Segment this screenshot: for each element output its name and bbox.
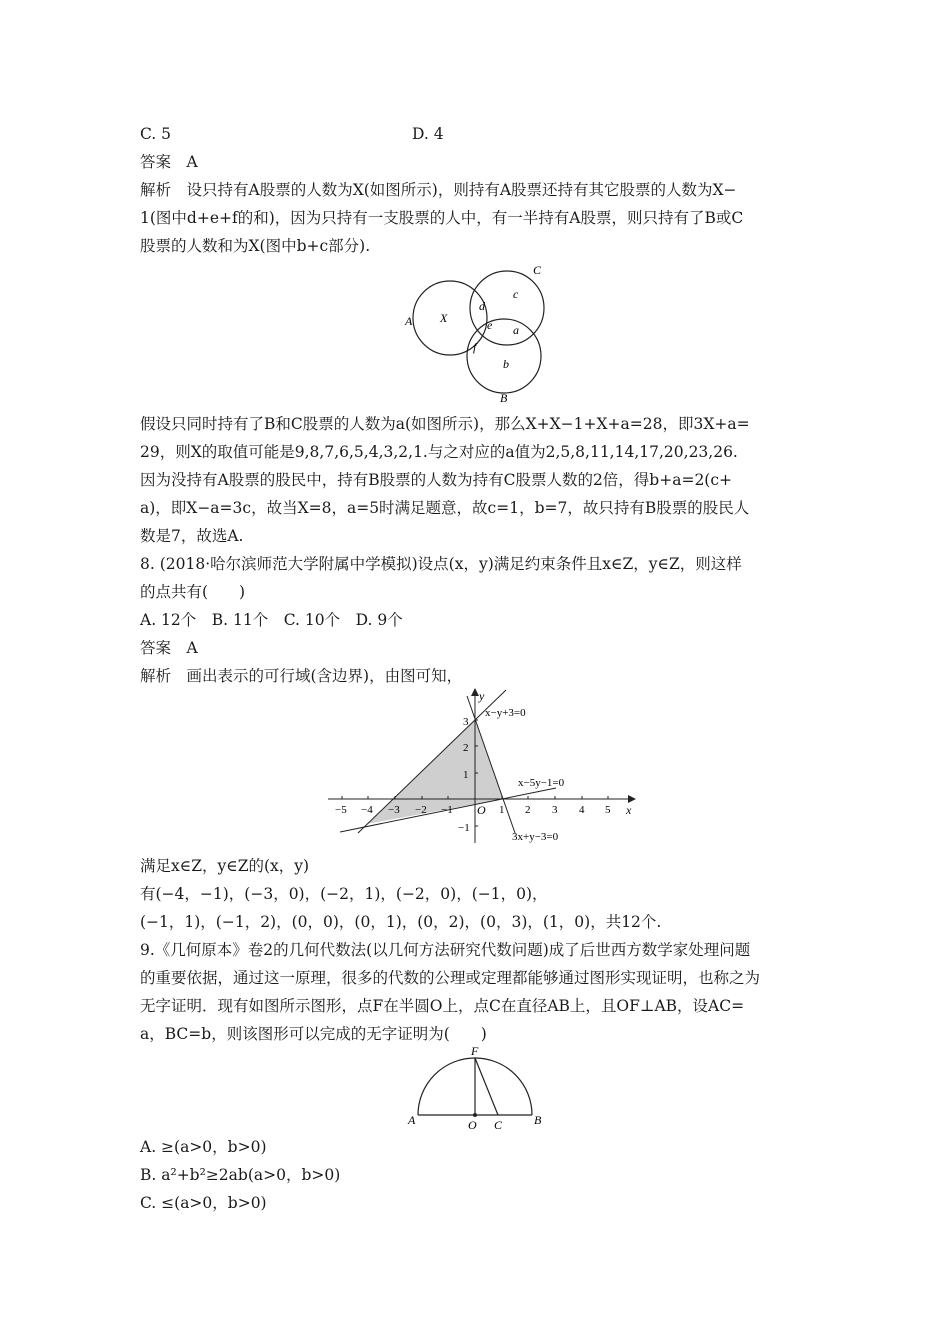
venn-label-X: X: [440, 311, 448, 325]
venn-label-c: c: [513, 287, 519, 301]
q9-stem-line-1: 9.《几何原本》卷2的几何代数法(以几何方法研究代数问题)成了后世西方数学家处理问题: [140, 941, 751, 959]
q9-stem-line-4: a，BC=b，则该图形可以完成的无字证明为( ): [140, 1025, 487, 1043]
segment-FC: [475, 1058, 498, 1115]
semicircle-figure: [400, 1044, 550, 1134]
q8-options: A. 12个 B. 11个 C. 10个 D. 9个: [140, 611, 403, 629]
y-axis-label: y: [479, 689, 485, 703]
venn-label-e: e: [487, 318, 493, 332]
x-tick-label: 5: [605, 804, 611, 816]
label-C: C: [494, 1118, 503, 1132]
x-tick-label: −2: [415, 804, 427, 816]
origin-label: O: [477, 803, 486, 817]
venn-label-C: C: [533, 263, 542, 277]
x-tick-label: −4: [361, 804, 373, 816]
venn-label-f: f: [473, 340, 477, 354]
q7-option-c: C. 5: [140, 125, 172, 143]
q7-answer: 答案 A: [140, 153, 198, 171]
q8-points-line-1: 满足x∈Z，y∈Z的(x，y): [140, 857, 310, 875]
q7-option-d: D. 4: [412, 125, 444, 143]
y-tick-label: −1: [458, 822, 470, 834]
q8-analysis: 解析 画出表示的可行域(含边界)，由图可知，: [140, 667, 463, 685]
q8-answer: 答案 A: [140, 639, 198, 657]
q7-analysis-line-3: 股票的人数和为X(图中b+c部分).: [140, 237, 371, 255]
line1-label: x−y+3=0: [485, 707, 526, 719]
venn-label-b: b: [503, 357, 509, 371]
x-tick-label: 4: [579, 804, 585, 816]
venn-label-A: A: [405, 314, 413, 328]
q7-continued-line-3: 因为没持有A股票的股民中，持有B股票的人数为持有C股票人数的2倍，得b+a=2(c+: [140, 471, 733, 489]
y-axis-arrow: [471, 688, 479, 696]
venn-label-a: a: [513, 323, 519, 337]
x-tick-label: −1: [441, 804, 453, 816]
q7-analysis-line-1: 解析 设只持有A股票的人数为X(如图所示)，则持有A股票还持有其它股票的人数为X−: [140, 181, 737, 199]
y-tick-label: 1: [463, 769, 469, 781]
q7-continued-line-2: 29，则X的取值可能是9,8,7,6,5,4,3,2,1.与之对应的a值为2,5,8,11,14,17,20,23,26.: [140, 443, 738, 461]
x-tick-label: −3: [388, 804, 400, 816]
point-O: [473, 1113, 477, 1117]
q8-stem-line-1: 8. (2018·哈尔滨师范大学附属中学模拟)设点(x，y)满足约束条件且x∈Z，y∈Z，则这样: [140, 555, 742, 573]
x-axis-arrow: [628, 795, 636, 803]
line3-label: 3x+y−3=0: [512, 831, 559, 843]
line2-label: x−5y−1=0: [518, 777, 565, 789]
q9-option-a: A. ≥(a>0，b>0): [140, 1138, 267, 1156]
q7-continued-line-5: 数是7，故选A.: [140, 527, 244, 545]
venn-label-d: d: [479, 299, 485, 313]
x-tick-label: 3: [552, 804, 558, 816]
q9-option-c: C. ≤(a>0，b>0): [140, 1194, 267, 1212]
y-tick-label: 3: [463, 716, 469, 728]
q9-stem-line-2: 的重要依据，通过这一原理，很多的代数的公理或定理都能够通过图形实现证明，也称之为: [140, 969, 761, 987]
q8-points-line-3: (−1，1)，(−1，2)，(0，0)，(0，1)，(0，2)，(0，3)，(1，0)，共12个.: [140, 913, 662, 931]
x-tick-label: 1: [499, 804, 505, 816]
label-A: A: [408, 1113, 416, 1127]
x-tick-label: 2: [525, 804, 531, 816]
q7-continued-line-1: 假设只同时持有了B和C股票的人数为a(如图所示)，那么X+X−1+X+a=28，即3X+a=: [140, 415, 750, 433]
q7-continued-line-4: a)，即X−a=3c，故当X=8，a=5时满足题意，故c=1，b=7，故只持有B股票的股民人: [140, 499, 750, 517]
x-tick-label: −5: [335, 804, 347, 816]
venn-label-B: B: [500, 391, 508, 404]
venn-diagram: [395, 262, 555, 404]
feasible-region-graph: [320, 688, 640, 848]
label-B: B: [534, 1113, 542, 1127]
label-F: F: [471, 1044, 479, 1058]
q9-stem-line-3: 无字证明．现有如图所示图形，点F在半圆O上，点C在直径AB上，且OF⊥AB，设AC=: [140, 997, 745, 1015]
q9-option-b: B. a²+b²≥2ab(a>0，b>0): [140, 1166, 341, 1184]
y-tick-label: 2: [463, 742, 469, 754]
x-axis-label: x: [626, 803, 632, 817]
q8-stem-line-2: 的点共有( ): [140, 583, 246, 601]
label-O: O: [468, 1118, 477, 1132]
q7-analysis-line-2: 1(图中d+e+f的和)，因为只持有一支股票的人中，有一半持有A股票，则只持有了B或C: [140, 209, 744, 227]
q8-points-line-2: 有(−4，−1)，(−3，0)，(−2，1)，(−2，0)，(−1，0)，: [140, 885, 548, 903]
